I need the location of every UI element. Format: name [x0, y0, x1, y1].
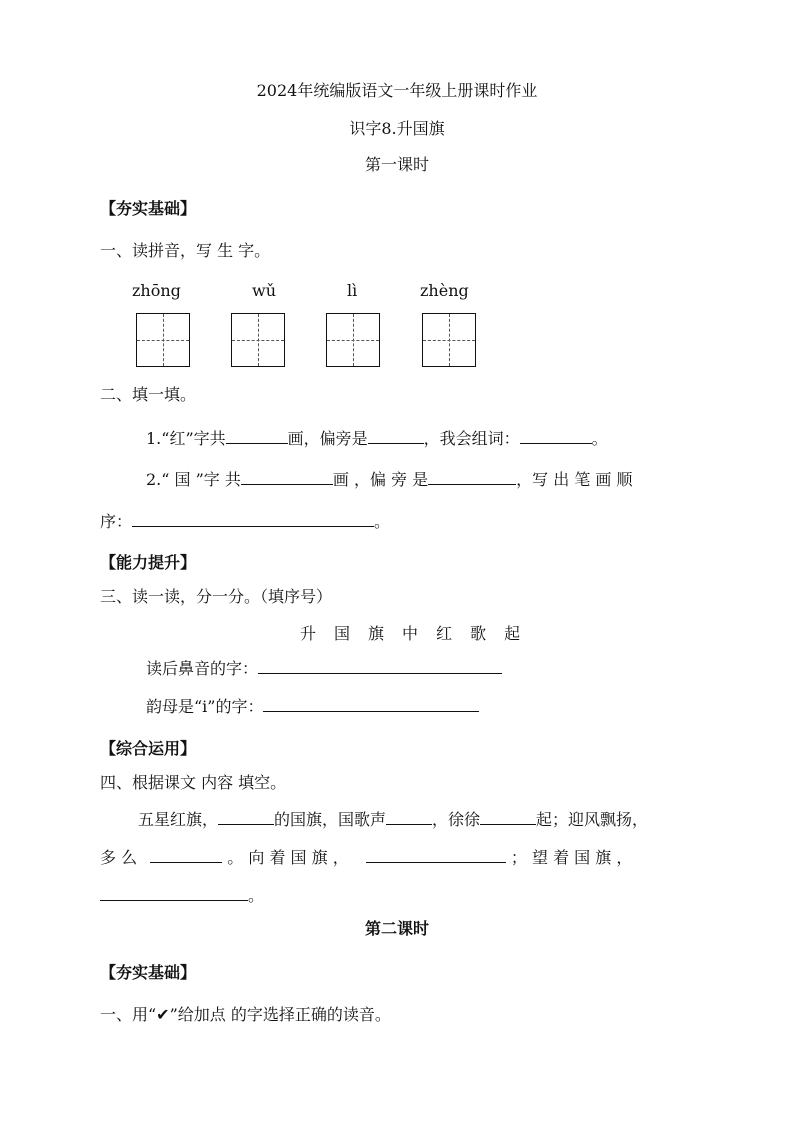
- item-2-part-b: 画 ，偏 旁 是: [332, 470, 429, 489]
- section-ability-heading: 【能力提升】: [100, 553, 197, 572]
- question-2-item-1: [146, 426, 608, 449]
- period-2-basic-heading: 【夯实基础】: [100, 963, 197, 982]
- char-item: 歌: [470, 624, 487, 643]
- q3-line-1: [146, 656, 502, 679]
- period-2-question-1: 一、用“✔”给加点 的字选择正确的读音。: [100, 1005, 391, 1024]
- section-basic-heading: 【夯实基础】: [100, 199, 197, 218]
- q3-line-2: [146, 694, 479, 717]
- blank[interactable]: [218, 810, 274, 825]
- item-1-part-c: ，我会组词：: [423, 429, 520, 448]
- char-item: 中: [402, 624, 419, 643]
- writing-grid-box[interactable]: [422, 313, 476, 367]
- blank-stroke-count[interactable]: [226, 429, 288, 444]
- period-2-title: 第二课时: [364, 919, 429, 938]
- blank[interactable]: [366, 848, 506, 863]
- char-item: 起: [504, 624, 521, 643]
- q4-paragraph-line-1: [138, 807, 648, 830]
- char-item: 旗: [368, 624, 385, 643]
- blank[interactable]: [386, 810, 432, 825]
- question-3-text: 三、读一读，分一分。（填序号）: [100, 587, 333, 606]
- document-title: 2024年统编版语文一年级上册课时作业: [256, 81, 538, 100]
- blank-back-nasal[interactable]: [258, 659, 502, 674]
- char-item: 国: [334, 624, 351, 643]
- q3-line-2-label: 韵母是“i”的字：: [146, 697, 264, 716]
- lesson-title: 识字8.升国旗: [349, 119, 445, 138]
- q4-paragraph-line-2: [100, 845, 632, 868]
- q4-p1-b: 的国旗，国歌声: [274, 810, 387, 829]
- q4-p2-a: 多 么: [100, 848, 138, 867]
- char-item: 红: [436, 624, 453, 643]
- question-2-item-2-cont: [100, 509, 390, 532]
- writing-grid-box[interactable]: [136, 313, 190, 367]
- blank-radical[interactable]: [368, 429, 424, 444]
- section-comprehensive-heading: 【综合运用】: [100, 739, 197, 758]
- item-1-part-a: 1.“红”字共: [146, 429, 226, 448]
- pinyin-4: zhèng: [420, 281, 469, 300]
- question-1-text: 一、读拼音，写 生 字。: [100, 241, 271, 260]
- pinyin-1: zhōng: [132, 281, 181, 300]
- question-2-text: 二、填一填。: [100, 385, 197, 404]
- q4-p2-b: 。 向 着 国 旗 ，: [227, 848, 349, 867]
- item-2-part-d: 序：: [100, 512, 133, 531]
- q4-paragraph-line-3: [100, 883, 264, 906]
- item-2-part-c: ，写 出 笔 画 顺: [516, 470, 633, 489]
- period-1-title: 第一课时: [364, 155, 429, 174]
- pinyin-2: wǔ: [252, 281, 276, 300]
- writing-grid-box[interactable]: [326, 313, 380, 367]
- item-1-part-b: 画，偏旁是: [287, 429, 368, 448]
- question-2-item-2: [146, 467, 633, 490]
- blank[interactable]: [100, 886, 248, 901]
- item-2-part-e: 。: [374, 512, 391, 531]
- character-list: [300, 621, 538, 644]
- blank-radical[interactable]: [428, 470, 516, 485]
- q4-p2-c: ； 望 着 国 旗 ，: [510, 848, 633, 867]
- q4-p1-c: ，徐徐: [432, 810, 481, 829]
- q3-line-1-label: 读后鼻音的字：: [146, 659, 259, 678]
- blank-final-i[interactable]: [263, 697, 479, 712]
- blank[interactable]: [150, 848, 222, 863]
- item-1-part-d: 。: [591, 429, 608, 448]
- blank-stroke-count[interactable]: [241, 470, 333, 485]
- question-4-text: 四、根据课文 内容 填空。: [100, 773, 287, 792]
- q4-p3-end: 。: [248, 886, 265, 905]
- pinyin-3: lì: [347, 281, 358, 300]
- blank-word[interactable]: [520, 429, 592, 444]
- blank-stroke-order[interactable]: [132, 512, 374, 527]
- writing-grid-box[interactable]: [231, 313, 285, 367]
- q4-p1-a: 五星红旗，: [138, 810, 219, 829]
- q4-p1-d: 起；迎风飘扬，: [536, 810, 649, 829]
- char-item: 升: [300, 624, 317, 643]
- blank[interactable]: [480, 810, 536, 825]
- item-2-part-a: 2.“ 国 ”字 共: [146, 470, 241, 489]
